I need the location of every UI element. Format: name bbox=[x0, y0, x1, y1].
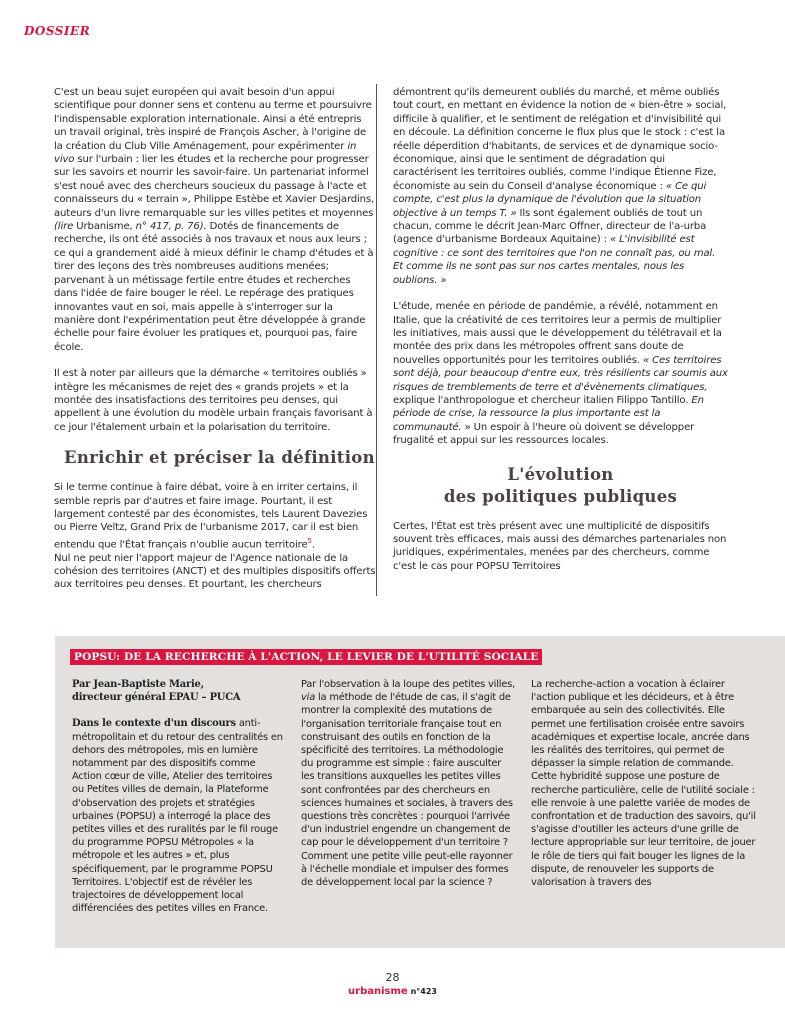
page-number: 28 bbox=[385, 971, 400, 984]
paragraph: Dans le contexte d'un discours anti-métropolitain et du retour des centralités en dehors des métropoles, mis en lumière notamment par des dispositifs comme Action cœur de ville, Atelier des territoires ou Petites villes de demain, la Plateforme d'observation des projets et stratégies urbaines (POPSU) a interrogé la place des petites villes et des ruralités par le fil rouge du programme POPSU Métropoles « la métropole et les autres » et, plus spécifiquement, par le programme POPSU Territoires. L'objectif est de révéler les trajectoires de développement local différenciées des petites villes en France. bbox=[72, 718, 283, 915]
paragraph: La recherche-action a vocation à éclairer l'action publique et les décideurs, et à être embarquée au sein des collectivités. Elle permet une fertilisation croisée entre savoirs académiques et expertise locale, ancrée dans les réalités des territoires, qui permet de dépasser la simple relation de commande. bbox=[531, 679, 750, 770]
paragraph: Cette hybridité suppose une posture de recherche particulière, celle de l'utilité sociale : elle renvoie à une palette variée de modes de confrontation et de traduction des savoirs, qu'il s'agisse d'outiller les acteurs d'une grille de lecture appropriable sur leur territoire, de jouer le rôle de tiers qui fait bouger les lignes de la dispute, de renouveler les supports de valorisation à travers des bbox=[531, 771, 756, 889]
paragraph: Nul ne peut nier l'apport majeur de l'Agence nationale de la cohésion des territoires (ANCT) et des multiples dispositifs offerts aux territoires peu denses. Et pourtant, les chercheurs bbox=[54, 552, 376, 591]
box-column-1 bbox=[72, 678, 287, 915]
box-column-3 bbox=[531, 678, 756, 889]
footnote-marker[interactable]: 5 bbox=[307, 536, 312, 545]
paragraph: L'étude, menée en période de pandémie, a révélé, notamment en Italie, que la créativité de ces territoires leur a permis de multiplier les initiatives, mais aussi que le développement du télétravail et la montée des prix dans les métropoles offrent sans doute de nouvelles opportunités pour les territoires oubliés. « Ces territoires sont déjà, pour beaucoup d'entre eux, très résilients car soumis aux risques de tremblements de terre et d'évènements climatiques, explique l'anthropologue et chercheur italien Filippo Tantillo. En période de crise, la ressource la plus importante est la communauté. » Un espoir à l'heure où doivent se développer frugalité et appui sur les ressources locales. bbox=[393, 301, 728, 447]
subheading: Enrichir et préciser la définition bbox=[64, 448, 375, 468]
section-tag: DOSSIER bbox=[24, 24, 91, 38]
paragraph: démontrent qu'ils demeurent oubliés du marché, et même oubliés tout court, en mettant en évidence la notion de « bien-être » social, difficile à qualifier, et le sentiment de relégation et d'invisibilité qui en découle. La définition concerne le flux plus que le stock : c'est la réelle déperdition d'habitants, de services et de dynamique socio-économique, ainsi que le sentiment de dégradation qui caractérisent les territoires oubliés, comme l'indique Étienne Fize, économiste au sein du Conseil d'analyse économique : « Ce qui compte, c'est plus la dynamique de l'évolution que la situation objective à un temps T. » Ils sont également oubliés de tout un chacun, comme le décrit Jean-Marc Offner, directeur de l'a-urba (agence d'urbanisme Bordeaux Aquitaine) : « L'invisibilité est cognitive : ce sont des territoires que l'on ne connaît pas, ou mal. Et comme ils ne sont pas sur nos cartes mentales, nous les oublions. » bbox=[393, 87, 727, 286]
box-column-2 bbox=[301, 678, 516, 889]
subheading: L'évolution des politiques publiques bbox=[443, 464, 678, 506]
sidebar-box bbox=[55, 636, 785, 948]
column-divider bbox=[376, 84, 377, 596]
box-title: POPSU: DE LA RECHERCHE À L'ACTION, LE LEVIER DE L'UTILITÉ SOCIALE bbox=[70, 649, 542, 665]
paragraph: C'est un beau sujet européen qui avait besoin d'un appui scientifique pour donner sens et contenu au terme et poursuivre l'indispensable exploration internationale. Ainsi a été entrepris un travail original, très inspiré de François Ascher, à l'origine de la création du Club Ville Aménagement, pour expérimenter in vivo sur l'urbain : lier les études et la recherche pour progresser sur les savoirs et nourrir les savoir-faire. Un partenariat informel s'est noué avec des chercheurs soucieux du passage à l'acte et connaisseurs du « terrain », Philippe Estèbe et Xavier Desjardins, auteurs d'un livre remarquable sur les villes petites et moyennes (lire Urbanisme, n° 417, p. 76). Dotés de financements de recherche, ils ont été associés à nos travaux et nous aux leurs ; ce qui a grandement aidé à mieux définir le champ d'études et à tirer des leçons des très nombreuses auditions menées; parvenant à un métissage fertile entre études et recherches dans l'idée de faire bouger le réel. Le repérage des pratiques innovantes vaut en soi, mais appelle à s'interroger sur la manière dont l'expérimentation peut être développée à grande échelle pour faire évoluer les pratiques et, pourquoi pas, faire école. bbox=[54, 87, 375, 353]
paragraph: Si le terme continue à faire débat, voire à en irriter certains, il semble repris par d'autres et faire image. Pourtant, il est largement contesté par des économistes, tels Laurent Davezies ou Pierre Veltz, Grand Prix de l'urbanisme 2017, car il est bien entendu que l'État français n'oublie aucun territoire$^5$. bbox=[54, 482, 368, 551]
paragraph: Il est à noter par ailleurs que la démarche « territoires oubliés » intègre les mécanismes de rejet des « grands projets » et la montée des insatisfactions des territoires peu denses, qui appellent à une évolution du modèle urbain français favorisant à ce jour l'étalement urbain et la polarisation du territoire. bbox=[54, 368, 373, 433]
paragraph: Par l'observation à la loupe des petites villes, via la méthode de l'étude de cas, il s'agit de montrer la complexité des mutations de l'organisation territoriale française tout en construisant des outils en fonction de la spécificité des territoires. La méthodologie du programme est simple : faire ausculter les transitions auxquelles les petites villes sont confrontées par des chercheurs en sciences humaines et sociales, à travers des questions très concrètes : pourquoi l'arrivée d'un industriel engendre un changement de cap pour le développement d'un territoire ? Comment une petite ville peut-elle rayonner à l'échelle mondiale et impulser des formes de développement local par la science ? bbox=[301, 679, 516, 889]
magazine-logo: urbanisme bbox=[348, 986, 408, 997]
issue-number: n°423 bbox=[410, 987, 437, 996]
magazine-footer bbox=[0, 986, 785, 997]
paragraph: Certes, l'État est très présent avec une multiplicité de dispositifs souvent très efficaces, mais aussi des démarches partenariales non juridiques, expérimentales, menées par des chercheurs, comme c'est le cas pour POPSU Territoires bbox=[393, 520, 727, 572]
article-left-column bbox=[54, 86, 376, 592]
byline: Par Jean-Baptiste Marie, directeur général EPAU – PUCA bbox=[72, 679, 241, 704]
article-right-column bbox=[393, 86, 728, 573]
